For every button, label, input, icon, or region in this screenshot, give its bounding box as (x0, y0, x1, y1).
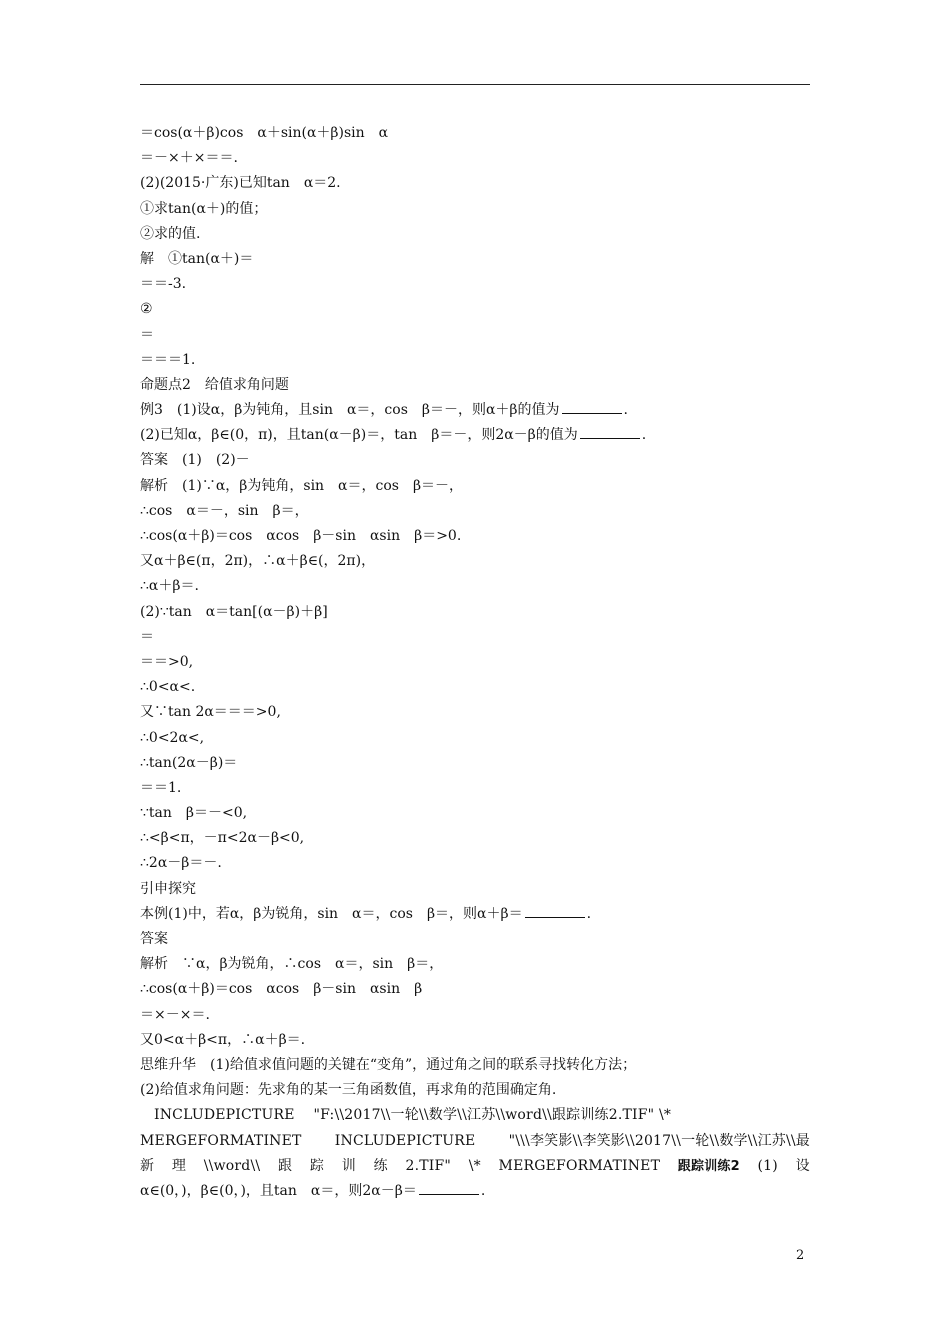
text-line: ∴0<2α<, (140, 729, 205, 746)
answer-blank (525, 903, 585, 918)
answer-blank (419, 1180, 479, 1195)
text-line: 解 ①tan(α＋)＝ (140, 250, 254, 267)
question-text: 例3 (1)设α，β为钝角，且sin α＝，cos β＝－，则α＋β的值为 (140, 402, 560, 419)
field-code-line: INCLUDEPICTURE "F:\\2017\\一轮\\数学\\江苏\\word\\跟踪训练2.TIF" \* (154, 1107, 676, 1124)
field-code-word: 训 (341, 1157, 356, 1174)
text-line: ∴2α－β＝－. (140, 855, 222, 872)
text-line: ②求的值. (140, 225, 201, 242)
section-heading: 命题点2 给值求角问题 (140, 376, 289, 393)
extension-question (140, 902, 810, 927)
period: . (641, 427, 647, 444)
field-code-word: INCLUDEPICTURE (334, 1132, 476, 1149)
text-line: ∴cos(α＋β)＝cos αcos β－sin αsin β (140, 981, 423, 998)
text-line: ② (140, 301, 153, 318)
text-line: ∴tan(2α－β)＝ (140, 754, 238, 771)
field-code-word: 踪 (309, 1157, 325, 1174)
text-line: ①求tan(α＋)的值； (140, 200, 268, 217)
text-line: ＝＝-3. (140, 276, 187, 293)
question-number: (1) (757, 1157, 778, 1174)
example-question-2 (140, 423, 810, 448)
answer-blank (562, 399, 622, 414)
text-line: ∵tan β＝－<0, (140, 805, 248, 822)
text-line: 解析 (1)∵α，β为钝角，sin α＝，cos β＝－， (140, 477, 464, 494)
field-code-word: MERGEFORMATINET (498, 1157, 661, 1174)
document-body (140, 121, 810, 1204)
text-line: ＝＝＝1. (140, 351, 196, 368)
field-code-word: 2.TIF" (405, 1157, 452, 1174)
text-line: 解析 ∵α，β为锐角，∴cos α＝，sin β＝， (140, 956, 444, 973)
text-line: ∴cos α＝－，sin β＝， (140, 502, 309, 519)
text-line: ＝－×＋×＝＝. (140, 150, 238, 167)
text-line: ＝ (140, 628, 154, 645)
field-code-word: \* (468, 1157, 481, 1174)
field-code-line (140, 1154, 810, 1179)
answer-line: 答案 (1) (2)－ (140, 452, 250, 469)
section-heading: 引申探究 (140, 880, 196, 897)
practice-question (140, 1179, 810, 1204)
field-code-word: MERGEFORMATINET (140, 1132, 302, 1149)
field-code-line (140, 1129, 810, 1154)
text-line: ＝cos(α＋β)cos α＋sin(α＋β)sin α (140, 125, 389, 141)
text-line: ∴<β<π，－π<2α－β<0, (140, 830, 305, 847)
summary-line: 思维升华 (1)给值求值问题的关键在“变角”，通过角之间的联系寻找转化方法； (140, 1056, 637, 1073)
field-code-word: "\\\李笑影\\李笑影\\2017\\一轮\\数学\\江苏\\最 (508, 1132, 810, 1149)
question-text: α∈(0，)，β∈(0，)，且tan α＝，则2α－β＝ (140, 1182, 417, 1199)
field-code-word: 练 (373, 1157, 388, 1174)
text-line: 又α＋β∈(π，2π)，∴α＋β∈(，2π)， (140, 553, 376, 570)
period: . (623, 402, 628, 419)
question-text: 本例(1)中，若α，β为锐角，sin α＝，cos β＝，则α＋β＝ (140, 905, 523, 922)
text-line: ＝×－×＝. (140, 1006, 210, 1023)
header-rule (140, 84, 810, 85)
question-text: (2)已知α，β∈(0，π)，且tan(α－β)＝，tan β＝－，则2α－β的值为 (140, 427, 578, 444)
text-line: ＝ (140, 326, 154, 343)
field-code-word: 新 (140, 1157, 155, 1174)
summary-line: (2)给值求角问题：先求角的某一三角函数值，再求角的范围确定角. (140, 1082, 557, 1099)
field-code-word: \\word\\ (203, 1157, 261, 1174)
text-line: (2)∵tan α＝tan[(α－β)＋β] (140, 603, 328, 620)
text-line: ∴α＋β＝. (140, 578, 199, 595)
field-code-word: 理 (171, 1157, 187, 1174)
tracking-practice-label: 跟踪训练2 (677, 1158, 740, 1174)
text-line: ∴cos(α＋β)＝cos αcos β－sin αsin β＝>0. (140, 528, 462, 544)
text-line: 又0<α＋β<π，∴α＋β＝. (140, 1031, 306, 1048)
field-code-word: 跟 (277, 1157, 293, 1174)
text-line: ＝＝1. (140, 779, 182, 796)
field-code-word: 设 (795, 1157, 810, 1174)
period: . (586, 905, 592, 922)
text-line: ∴0<α<. (140, 679, 196, 696)
page-number: 2 (796, 1248, 805, 1263)
example-question-1 (140, 398, 810, 423)
text-line: 又∵tan 2α＝＝＝>0, (140, 704, 281, 721)
period: . (480, 1182, 486, 1199)
text-line: (2)(2015·广东)已知tan α＝2. (140, 175, 341, 192)
answer-blank (580, 424, 640, 439)
text-line: ＝＝>0, (140, 653, 194, 670)
answer-line: 答案 (140, 931, 168, 947)
